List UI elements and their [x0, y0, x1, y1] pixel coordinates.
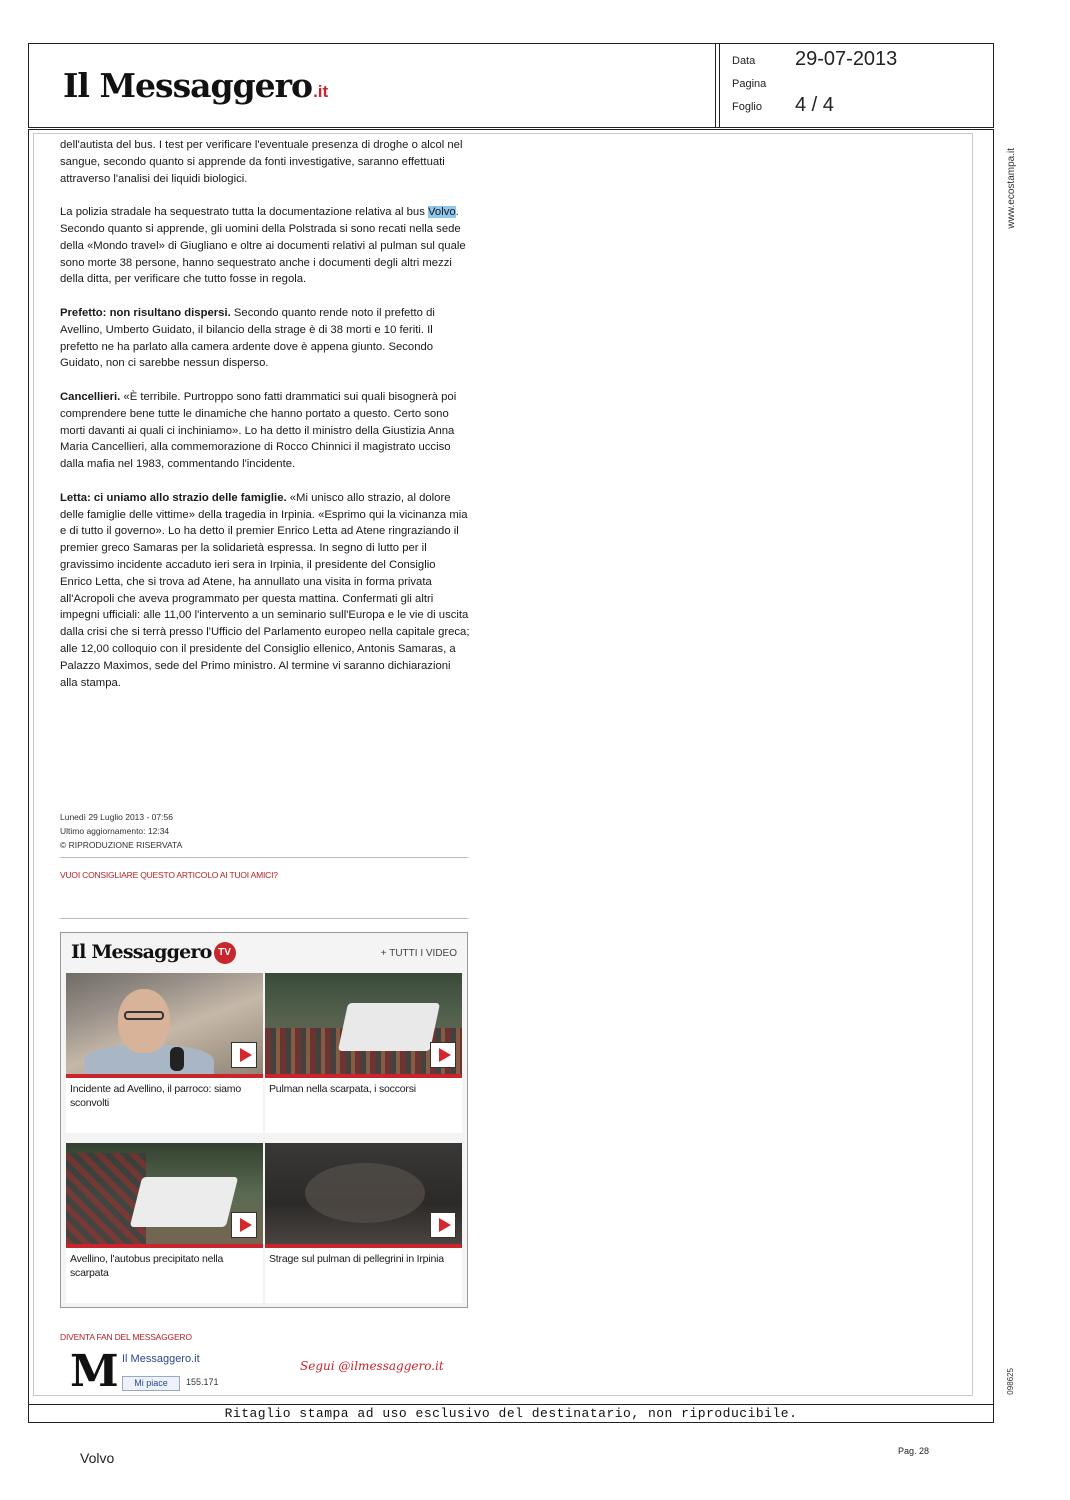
meta-value: 29-07-2013 — [795, 48, 898, 70]
paragraph-text: Secondo quanto rende noto il prefetto di Avellino, Umberto Guidato, il bilancio della strage è di 38 morti e 10 feriti. Il prefetto ne ha parlato alla camera ardente dove è appena giunto. Secondo Guidato, non ci sarebbe nessun disperso. — [60, 306, 435, 370]
header-box — [28, 43, 994, 128]
video-thumbnail[interactable] — [66, 973, 263, 1074]
m-logo: M — [70, 1346, 119, 1397]
thumbnail-bar — [66, 1074, 263, 1078]
video-caption[interactable]: Incidente ad Avellino, il parroco: siamo sconvolti — [70, 1083, 241, 1109]
video-thumbnail[interactable] — [66, 1143, 263, 1244]
article-paragraph — [60, 305, 470, 372]
video-card[interactable] — [66, 1143, 263, 1303]
article-paragraph: dell'autista del bus. I test per verificare l'eventuale presenza di droghe o alcol nel sangue, secondo quanto si apprende da fonti investigative, saranno effettuati attraverso l'analisi dei liquidi biologici. — [60, 139, 463, 185]
meta-label: Pagina — [732, 78, 767, 90]
side-url: www.ecostampa.it — [1006, 148, 1017, 229]
article-dateline — [60, 810, 182, 852]
last-update: Ultimo aggiornamento: 12:34 — [60, 826, 170, 836]
thumbnail-bar — [265, 1244, 462, 1248]
footer-rule — [28, 1404, 994, 1405]
messaggero-logo — [63, 66, 328, 105]
bottom-keyword: Volvo — [80, 1450, 115, 1466]
video-box — [60, 932, 468, 1308]
messaggero-tv-logo — [71, 941, 236, 964]
paragraph-lead: Prefetto: non risultano dispersi. — [60, 306, 231, 319]
paragraph-lead: Letta: ci uniamo allo strazio delle famiglie. — [60, 491, 287, 504]
tv-logo-text: Il Messaggero — [71, 941, 212, 963]
keyword-highlight: Volvo — [428, 206, 456, 219]
share-article-link[interactable]: VUOI CONSIGLIARE QUESTO ARTICOLO AI TUOI AMICI? — [60, 870, 278, 880]
publish-date: Lunedì 29 Luglio 2013 - 07:56 — [60, 812, 173, 822]
divider — [60, 918, 468, 919]
paragraph-text: . Secondo quanto si apprende, gli uomini della Polstrada si sono recati nella sede della «Mondo travel» di Giugliano e oltre ai documenti relativi al pulman sul quale sono morte 38 persone, hanno sequestrato anche i documenti degli altri mezzi della ditta, per verificare che tutto fosse in regola. — [60, 206, 466, 286]
header-divider — [715, 44, 720, 127]
logo-suffix: .it — [313, 82, 329, 101]
twitter-follow-link[interactable]: Segui @ilmessaggero.it — [300, 1359, 444, 1373]
play-icon[interactable] — [231, 1042, 257, 1068]
article-paragraph — [60, 389, 470, 473]
paragraph-lead: Cancellieri. — [60, 390, 121, 403]
video-card[interactable] — [66, 973, 263, 1133]
play-icon[interactable] — [231, 1212, 257, 1238]
logo-text: Il Messaggero — [63, 66, 313, 105]
video-caption[interactable]: Strage sul pulman di pellegrini in Irpinia — [269, 1253, 444, 1265]
play-icon[interactable] — [430, 1212, 456, 1238]
thumbnail-bar — [66, 1244, 263, 1248]
article-paragraph — [60, 490, 470, 692]
facebook-like-button[interactable]: Mi piace — [122, 1376, 180, 1391]
video-caption[interactable]: Avellino, l'autobus precipitato nella scarpata — [70, 1253, 224, 1279]
video-caption[interactable]: Pulman nella scarpata, i soccorsi — [269, 1083, 416, 1095]
play-icon[interactable] — [430, 1042, 456, 1068]
all-videos-link[interactable]: + TUTTI I VIDEO — [380, 948, 457, 959]
page-number: Pag. 28 — [898, 1446, 930, 1456]
fan-link[interactable]: DIVENTA FAN DEL MESSAGGERO — [60, 1332, 192, 1342]
footer-note: Ritaglio stampa ad uso esclusivo del destinatario, non riproducibile. — [224, 1406, 798, 1421]
video-card[interactable] — [265, 973, 462, 1133]
video-thumbnail[interactable] — [265, 973, 462, 1074]
side-code: 098625 — [1006, 1368, 1015, 1395]
paragraph-text: «È terribile. Purtroppo sono fatti drammatici sui quali bisognerà poi comprendere bene tutte le dinamiche che hanno portato a questo. Certo sono morti davanti ai quali ci inchiniamo». Lo ha detto il ministro della Giustizia Anna Maria Cancellieri, alla commemorazione di Rocco Chinnici il magistrato ucciso dalla mafia nel 1983, commentando l'incidente. — [60, 390, 457, 471]
paragraph-text: La polizia stradale ha sequestrato tutta la documentazione relativa al bus — [60, 206, 429, 219]
paragraph-text: «Mi unisco allo strazio, al dolore delle famiglie delle vittime» della tragedia in Irpinia. «Esprimo qui la vicinanza mia e di tutto il governo». Lo ha detto il premier Enrico Letta ad Atene ringraziando il premier greco Samaras per la solidarietà espressa. In segno di lutto per il gravissimo incidente accaduto ieri sera in Irpinia, il presidente del Consiglio Enrico Letta, che si trova ad Atene, ha annullato una visita in forma privata all'Acropoli che aveva programmato per questa mattina. Confermati gli altri impegni ufficiali: alle 11,00 l'intervento a un seminario sull'Europa e le vie di uscita dalla crisi che si terrà presso l'Ufficio del Parlamento europeo nella capitale greca; alle 12,00 colloquio con il presidente del Consiglio ellenico, Antonis Samaras, a Palazzo Maximos, sede del Primo ministro. Al termine vi saranno dichiarazioni alla stampa. — [60, 491, 470, 689]
video-card[interactable] — [265, 1143, 462, 1303]
meta-label: Foglio — [732, 101, 762, 113]
article-paragraph — [60, 204, 470, 288]
meta-value: 4 / 4 — [795, 94, 834, 116]
meta-label: Data — [732, 55, 756, 67]
article-body — [60, 137, 470, 708]
facebook-page-link[interactable]: Il Messaggero.it — [122, 1353, 200, 1365]
copyright-note: © RIPRODUZIONE RISERVATA — [60, 840, 183, 850]
thumbnail-bar — [265, 1074, 462, 1078]
like-count: 155.171 — [186, 1377, 219, 1387]
video-thumbnail[interactable] — [265, 1143, 462, 1244]
tv-badge: TV — [214, 942, 236, 964]
divider — [60, 857, 468, 858]
